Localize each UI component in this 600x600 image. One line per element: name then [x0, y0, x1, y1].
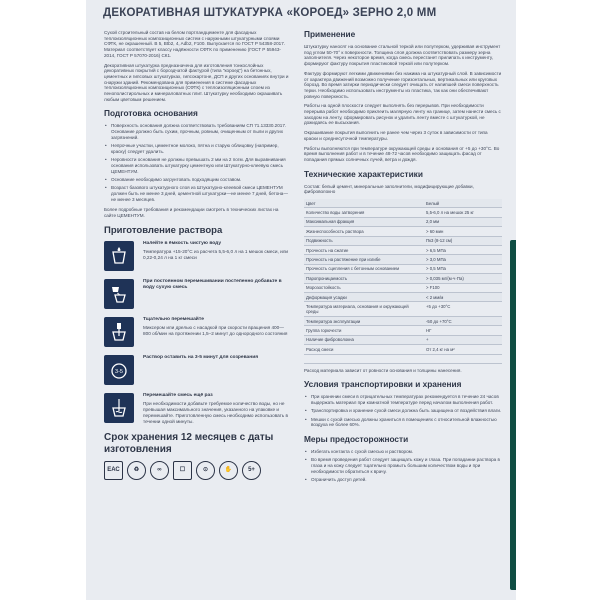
apply-paragraph: Работы выполняются при температуре окружающей среды и основания от +5 до +30°С. Во время выполнения работ и в течение 48-72 часов необходимо защищать фасад от попадания прямых солнечных лучей, ветра и дождя.: [304, 145, 500, 162]
spec-value: НГ: [424, 326, 502, 335]
step-title: Налейте в ёмкость чистую воду: [143, 241, 222, 247]
shelf-life: Срок хранения 12 месяцев с даты изготовления: [104, 432, 274, 455]
spec-row: [304, 283, 502, 292]
spec-value: > 3,0 МПа: [424, 255, 502, 264]
step-title: Раствор оставить на 3-5 минут для созревания: [143, 355, 259, 361]
spec-key: Паропроницаемость: [304, 274, 424, 283]
mix-step: [104, 317, 289, 347]
spec-value: От 2,4 кг на м²: [424, 345, 502, 354]
bag-edge: [510, 240, 516, 590]
specs-table: [304, 199, 502, 354]
transport-item: • Транспортировка и хранение сухой смеси должна быть защищена от воздействия влаги.: [304, 408, 502, 414]
spec-row: [304, 292, 502, 301]
apply-paragraph: Работы на одной плоскости следует выполнять без перерывов. При необходимости перерыва работ необходимо приклеить малярную ленту на границе, затем нанести смесь с заходом на ленту, сформировать рисунок и удалить ленту вместе с штукатуркой, не дожидаясь ее высыхания.: [304, 103, 501, 126]
purpose-paragraph: Декоративная штукатурка предназначена для изготовления тонкослойных декоративных покрытий с бороздчатой фактурой (типа "короед") на бетонных, цементных и гипсовых штукатурках, гипсокартоне, ДСП и других основаниях внутри и снаружи зданий. Рекомендована для применения в системе фасадных теплоизоляционных композиционных (СФТК) с теплоизоляционным слоем из пенополистирольных и минераловатных плит. Штукатурку необходимо окрашивать любым цветовым решением.: [104, 62, 289, 102]
spec-value: Пк3 (8-12 см): [424, 236, 502, 245]
spec-key: Прочность на растяжение при изгибе: [304, 255, 424, 264]
prep-item: • Поверхность основания должна соответствовать требованиям СП 71.13330.2017. Основание должно быть сухим, прочным, ровным, очищенным от пыли и других загрязнений.: [104, 123, 289, 140]
spec-row: [304, 217, 502, 226]
page-title: ДЕКОРАТИВНАЯ ШТУКАТУРКА «КОРОЕД» ЗЕРНО 2,0 ММ: [103, 7, 437, 19]
step-title: Перемешайте смесь ещё раз: [143, 393, 213, 399]
mix-heading: Приготовление раствора: [104, 224, 223, 236]
pour-mix-icon: [104, 279, 134, 309]
prep-heading: Подготовка основания: [104, 108, 198, 119]
safety-item: • Ограничить доступ детей.: [304, 477, 502, 483]
prep-item: • Основание необходимо загрунтовать подходящим составом.: [104, 177, 289, 183]
spec-key: Подвижность: [304, 236, 424, 245]
symbol-row: [104, 461, 289, 480]
spec-value: < 2 мм/м: [424, 292, 502, 301]
prep-list: [104, 123, 289, 202]
step-text: Миксером или дрелью с насадкой при скорости вращения 400—800 об/мин на протяжении 1,5–2 минут до однородного состояния: [143, 325, 288, 336]
mobius-icon: ∞: [150, 461, 169, 480]
apply-heading: Применение: [304, 29, 356, 39]
spec-row: [304, 255, 502, 264]
transport-item: • При хранении смеси в отрицательных температурах рекомендуется в течение 24 часов выдержать материал при комнатной температуре перед началом выполнения работ.: [304, 394, 502, 405]
spec-key: Жизнеспособность раствора: [304, 227, 424, 236]
spec-value: > 0,5 МПа: [424, 264, 502, 273]
spec-value: 2,0 мм: [424, 217, 502, 226]
transport-list: [304, 394, 502, 428]
gloves-icon: ✋: [219, 461, 238, 480]
prep-item: • Непрочные участки, цементное молоко, пятна и старую облицовку (например, краску) следует удалить.: [104, 143, 289, 154]
prep-item: • Неровности основания не должны превышать 2 мм на 2 погм. Для выравнивания основания использовать штукатурку цементную или Штукатурно-клеевую смесь ЦЕМЕНТУМ.: [104, 157, 289, 174]
spec-row: [304, 227, 502, 236]
step-text: Температура +15-20°C из расчета 5,5-6,0 л на 1 мешок смеси, или 0,22-0,24 л на 1 кг смеси: [143, 249, 289, 260]
mixer-icon: [104, 317, 134, 347]
spec-row: [304, 316, 502, 325]
apply-paragraph: Фактуру формируют легкими движениями без нажима на штукатурный слой. В зависимости от характера движений возможно получение горизонтальных, вертикальных или круговых борозд. Во время затирки периодически следует очищать от налипшей смеси поверхность терки. Необходимо использовать инструменты из пластика, так как они обеспечивают ровную поверхность.: [304, 70, 502, 99]
prep-more: Более подробные требования и рекомендации смотреть в технических листах на сайте ЦЕМЕНТУМ.: [104, 207, 279, 218]
mix-step: [104, 241, 289, 271]
left-column: [104, 30, 289, 480]
timer-badge: 3-5: [115, 369, 123, 376]
goggles-icon: ⊙: [196, 461, 215, 480]
spec-key: Цвет: [304, 199, 424, 208]
remix-icon: [104, 393, 134, 423]
right-column: [304, 30, 502, 488]
spec-value: -50 до +70°C: [424, 316, 502, 325]
spec-value: > 6,5 МПа: [424, 246, 502, 255]
spec-key: Группа горючести: [304, 326, 424, 335]
composition: Состав: белый цемент, минеральные заполнители, модифицирующие добавки, фиброволокно: [304, 183, 474, 195]
tech-heading: Технические характеристики: [304, 168, 423, 179]
spec-key: Расход смеси: [304, 345, 424, 354]
spec-key: Количество воды затворения: [304, 208, 424, 217]
mix-step: [104, 355, 289, 385]
eac-icon: ЕАС: [104, 461, 123, 480]
recycle-icon: ♻: [127, 461, 146, 480]
timer-icon: [104, 355, 134, 385]
apply-paragraph: Штукатурку наносят на основание стальной теркой или полутерком, удерживая инструмент под углом 50-70° к поверхности. Толщина слоя должна соответствовать размеру зерна заполнителя. Через некоторое время, когда смесь перестанет прилипать к инструменту, формируют фактуру покрытия пластиковой теркой или полутерком.: [304, 44, 501, 67]
spec-value: > 60 мин: [424, 227, 502, 236]
glass-fork-icon: ☐: [173, 461, 192, 480]
spec-key: Деформация усадки: [304, 292, 424, 301]
safety-item: • Во время проведения работ следует защищать кожу и глаза. При попадании раствора в глаза и на кожу следует тщательно промыть большим количеством воды и при необходимости обратиться к врачу.: [304, 457, 502, 474]
consumption-note: Расход материала зависит от ровности основания и толщины нанесения.: [304, 363, 502, 374]
spec-key: Прочность сцепления с бетонным основанием: [304, 264, 424, 273]
apply-paragraph: Окрашивание покрытия выполнить не ранее чем через 3 суток в зависимости от типа краски и среднесуточной температуры.: [304, 130, 488, 141]
plus-five-icon: 5+: [242, 461, 261, 480]
mix-step: [104, 279, 289, 309]
safety-heading: Меры предосторожности: [304, 433, 409, 444]
spec-row: [304, 345, 502, 354]
spec-row: [304, 274, 502, 283]
spec-value: 5,5-6,0 л на мешок 25 кг: [424, 208, 502, 217]
mix-step: [104, 393, 289, 424]
spec-row: [304, 236, 502, 245]
spec-value: +5 до +30°C: [424, 302, 502, 317]
step-title: При постоянном перемешивании постепенно добавьте в воду сухую смесь: [143, 279, 282, 291]
spec-key: Температура материала, основания и окружающей среды: [304, 302, 424, 317]
spec-value: +: [424, 335, 502, 344]
spec-value: Белый: [424, 199, 502, 208]
spec-key: Наличие фиброволокна: [304, 335, 424, 344]
spec-key: Максимальная фракция: [304, 217, 424, 226]
spec-row: [304, 335, 502, 344]
prep-item: • Возраст базового штукатурного слоя из Штукатурно-клеевой смеси ЦЕМЕНТУМ должен быть не менее 3 дней, цементной штукатурки—не менее 7 дней, бетона—не менее 3 месяцев.: [104, 185, 289, 202]
step-text: При необходимости добавьте требуемое количество воды, но не превышая максимального значения, указанного на упаковке и перемешайте. Приготовленную смесь необходимо использовать в течении одной минуты.: [143, 401, 289, 424]
transport-heading: Условия транспортировки и хранения: [304, 379, 462, 390]
spec-row: [304, 199, 502, 208]
spec-key: Морозостойкость: [304, 283, 424, 292]
spec-key: Прочность на сжатие: [304, 246, 424, 255]
spec-row: [304, 264, 502, 273]
spec-value: > F100: [424, 283, 502, 292]
spec-row: [304, 208, 502, 217]
intro-paragraph: Сухой строительный состав на белом портландцементе для фасадных теплоизоляционных композиционных систем с наружными штукатурными слоями СФТК, не окрашенный. В 5, Btb2, 4, Adb2, F100. Выпускается по ГОСТ Р 54358-2017. Материал соответствует классу надёжности СФТК по применению (ГОСТ Р 55943-2014, ГОСТ Р 57070-2016) СК1.: [104, 30, 286, 58]
spec-value: > 0,035 мг/(м·ч·Па): [424, 274, 502, 283]
safety-item: • Избегать контакта с сухой смесью и раствором.: [304, 449, 502, 455]
spec-key: Температура эксплуатации: [304, 316, 424, 325]
safety-list: [304, 449, 502, 483]
transport-item: • Мешки с сухой смесью должны храниться в помещениях с относительной влажностью воздуха не более 60%.: [304, 417, 502, 428]
step-title: Тщательно перемешайте: [143, 317, 204, 323]
spec-row: [304, 302, 502, 317]
spec-row: [304, 326, 502, 335]
water-bucket-icon: [104, 241, 134, 271]
spec-row: [304, 246, 502, 255]
